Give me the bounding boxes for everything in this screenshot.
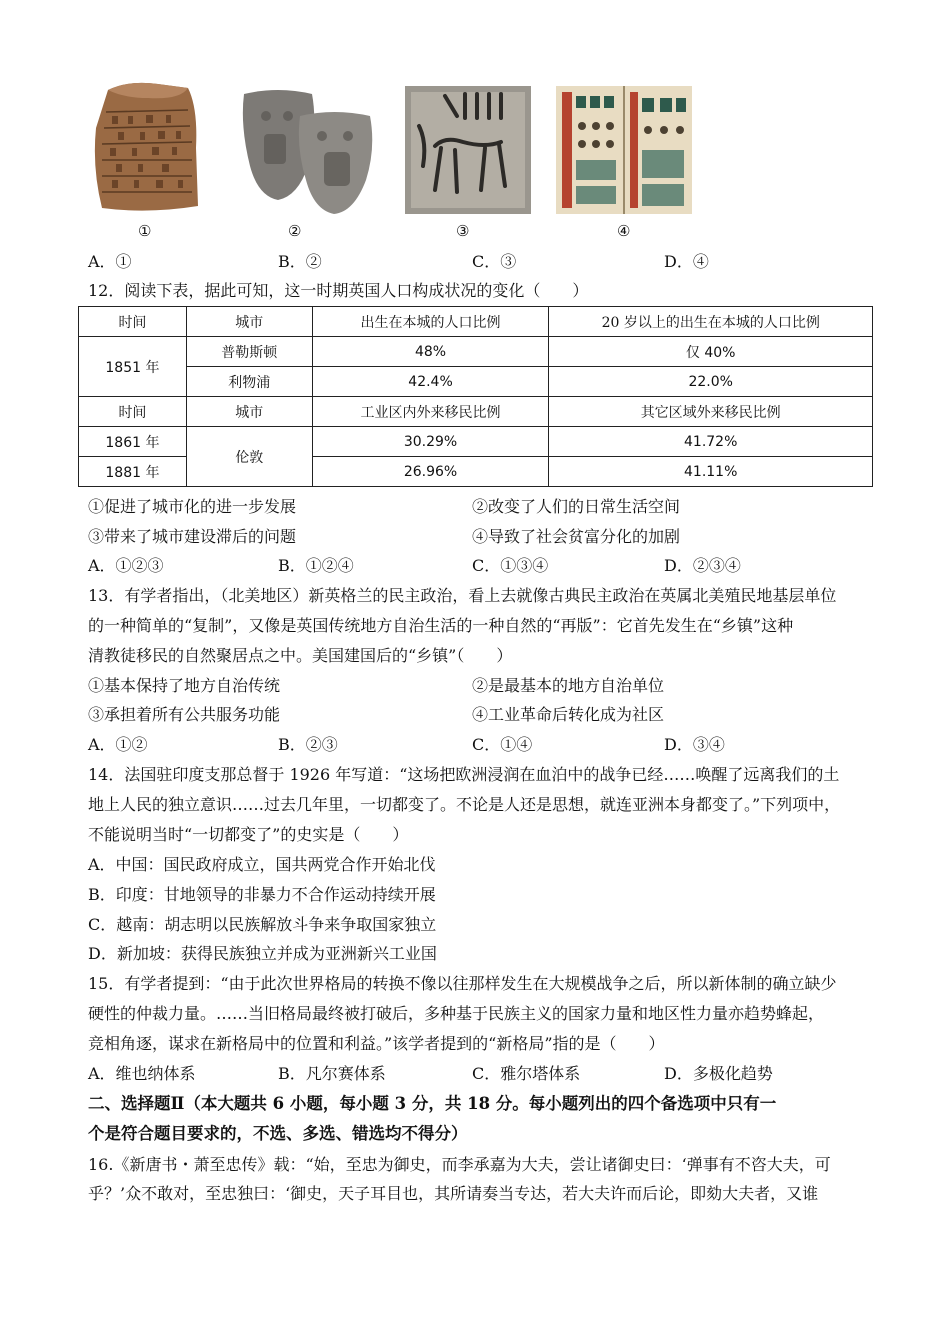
q13-statement: ③承担着所有公共服务功能: [88, 705, 281, 724]
table-header-row: [79, 307, 873, 337]
q13-stem-line: 的一种简单的“复制”，又像是英国传统地方自治生活的一种自然的“再版”：它首先发生在“乡镇”这种: [88, 616, 794, 635]
figure-codex: [556, 86, 692, 214]
value-cell: 48%: [312, 337, 549, 367]
value-cell: 22.0%: [549, 367, 873, 397]
table-row: [79, 427, 873, 457]
q14-option-c: C．越南：胡志明以民族解放斗争来争取国家独立: [88, 915, 437, 934]
q12-option-c: C．①③④: [472, 556, 549, 575]
q12-option-b: B．①②④: [278, 556, 354, 575]
q16-stem-line: 乎？’众不敢对，至忠独曰：‘御史，天子耳目也，其所请奏当专达，若大夫许而后论，即劾大夫者，又谁: [88, 1184, 819, 1203]
year-cell: 1861 年: [79, 427, 187, 457]
table-header-cell: 20 岁以上的出生在本城的人口比例: [549, 307, 873, 337]
q15-option-d: D．多极化趋势: [664, 1064, 773, 1083]
q16-stem-line: 16.《新唐书・萧至忠传》载：“始，至忠为御史，而李承嘉为大夫，尝让诸御史曰：‘弹事有不咨大夫，可: [88, 1155, 831, 1174]
q14-option-b: B．印度：甘地领导的非暴力不合作运动持续开展: [88, 885, 436, 904]
value-cell: 42.4%: [312, 367, 549, 397]
q13-stem-line: 13．有学者指出，（北美地区）新英格兰的民主政治，看上去就像古典民主政治在英属北美殖民地基层单位: [88, 586, 837, 605]
q13-stem-line: 清教徒移民的自然聚居点之中。美国建国后的“乡镇”（ ）: [88, 646, 513, 665]
table-header-cell: 城市: [186, 307, 312, 337]
value-cell: 41.11%: [549, 457, 873, 487]
q11-option-c: C．③: [472, 252, 517, 271]
section-heading: 二、选择题Ⅱ（本大题共 6 小题，每小题 3 分，共 18 分。每小题列出的四个备选项中只有一: [88, 1094, 777, 1113]
value-cell: 41.72%: [549, 427, 873, 457]
figure-stone-palettes: [238, 86, 378, 218]
city-cell: 利物浦: [186, 367, 312, 397]
q13-option-b: B．②③: [278, 735, 338, 754]
table-header-cell: 时间: [79, 397, 187, 427]
q15-stem-line: 竞相角逐，谋求在新格局中的位置和利益。”该学者提到的“新格局”指的是（ ）: [88, 1034, 665, 1053]
q12-statement: ④导致了社会贫富分化的加剧: [472, 527, 681, 546]
table-row: [79, 337, 873, 367]
value-cell: 仅 40%: [549, 337, 873, 367]
q14-option-d: D．新加坡：获得民族独立并成为亚洲新兴工业国: [88, 944, 437, 963]
figure-pictograph: [405, 86, 531, 214]
value-cell: 30.29%: [312, 427, 549, 457]
q11-option-b: B．②: [278, 252, 322, 271]
table-header-cell: 时间: [79, 307, 187, 337]
q12-option-a: A．①②③: [88, 556, 164, 575]
q12-statement: ②改变了人们的日常生活空间: [472, 497, 681, 516]
table-header-cell: 工业区内外来移民比例: [312, 397, 549, 427]
city-cell: 普勒斯顿: [186, 337, 312, 367]
city-cell: 伦敦: [186, 427, 312, 487]
q13-option-c: C．①④: [472, 735, 533, 754]
table-row: [79, 367, 873, 397]
q12-option-d: D．②③④: [664, 556, 741, 575]
q14-stem-line: 地上人民的独立意识……过去几年里，一切都变了。不论是人还是思想，就连亚洲本身都变了。”下列项中，: [88, 795, 841, 814]
year-cell: 1881 年: [79, 457, 187, 487]
q14-option-a: A．中国：国民政府成立，国共两党合作开始北伐: [88, 855, 436, 874]
figure-label: ②: [288, 222, 302, 240]
q11-option-a: A．①: [88, 252, 132, 271]
table-header-row: [79, 397, 873, 427]
q15-option-c: C．雅尔塔体系: [472, 1064, 581, 1083]
q14-stem-line: 不能说明当时“一切都变了”的史实是（ ）: [88, 825, 409, 844]
q15-stem-line: 硬性的仲裁力量。……当旧格局最终被打破后，多种基于民族主义的国家力量和地区性力量亦趋势蜂起，: [88, 1004, 825, 1023]
figure-clay-tablet: [88, 78, 206, 218]
q15-option-b: B．凡尔赛体系: [278, 1064, 386, 1083]
q12-statement: ①促进了城市化的进一步发展: [88, 497, 297, 516]
q13-option-a: A．①②: [88, 735, 148, 754]
q13-option-d: D．③④: [664, 735, 725, 754]
figure-label: ④: [617, 222, 631, 240]
figure-label: ③: [456, 222, 470, 240]
q13-statement: ①基本保持了地方自治传统: [88, 676, 281, 695]
figure-label: ①: [138, 222, 152, 240]
year-cell: 1851 年: [79, 337, 187, 397]
table-header-cell: 出生在本城的人口比例: [312, 307, 549, 337]
population-table: [78, 306, 873, 487]
table-header-cell: 其它区域外来移民比例: [549, 397, 873, 427]
q14-stem-line: 14．法国驻印度支那总督于 1926 年写道：“这场把欧洲浸润在血泊中的战争已经……唤醒了远离我们的土: [88, 765, 840, 784]
q11-option-d: D．④: [664, 252, 709, 271]
q12-stem: 12．阅读下表，据此可知，这一时期英国人口构成状况的变化（ ）: [88, 281, 589, 300]
table-header-cell: 城市: [186, 397, 312, 427]
q12-statement: ③带来了城市建设滞后的问题: [88, 527, 297, 546]
q15-stem-line: 15．有学者提到：“由于此次世界格局的转换不像以往那样发生在大规模战争之后，所以新体制的确立缺少: [88, 974, 837, 993]
q13-statement: ②是最基本的地方自治单位: [472, 676, 665, 695]
section-heading: 个是符合题目要求的，不选、多选、错选均不得分）: [88, 1124, 468, 1143]
q13-statement: ④工业革命后转化成为社区: [472, 705, 665, 724]
value-cell: 26.96%: [312, 457, 549, 487]
q15-option-a: A．维也纳体系: [88, 1064, 196, 1083]
